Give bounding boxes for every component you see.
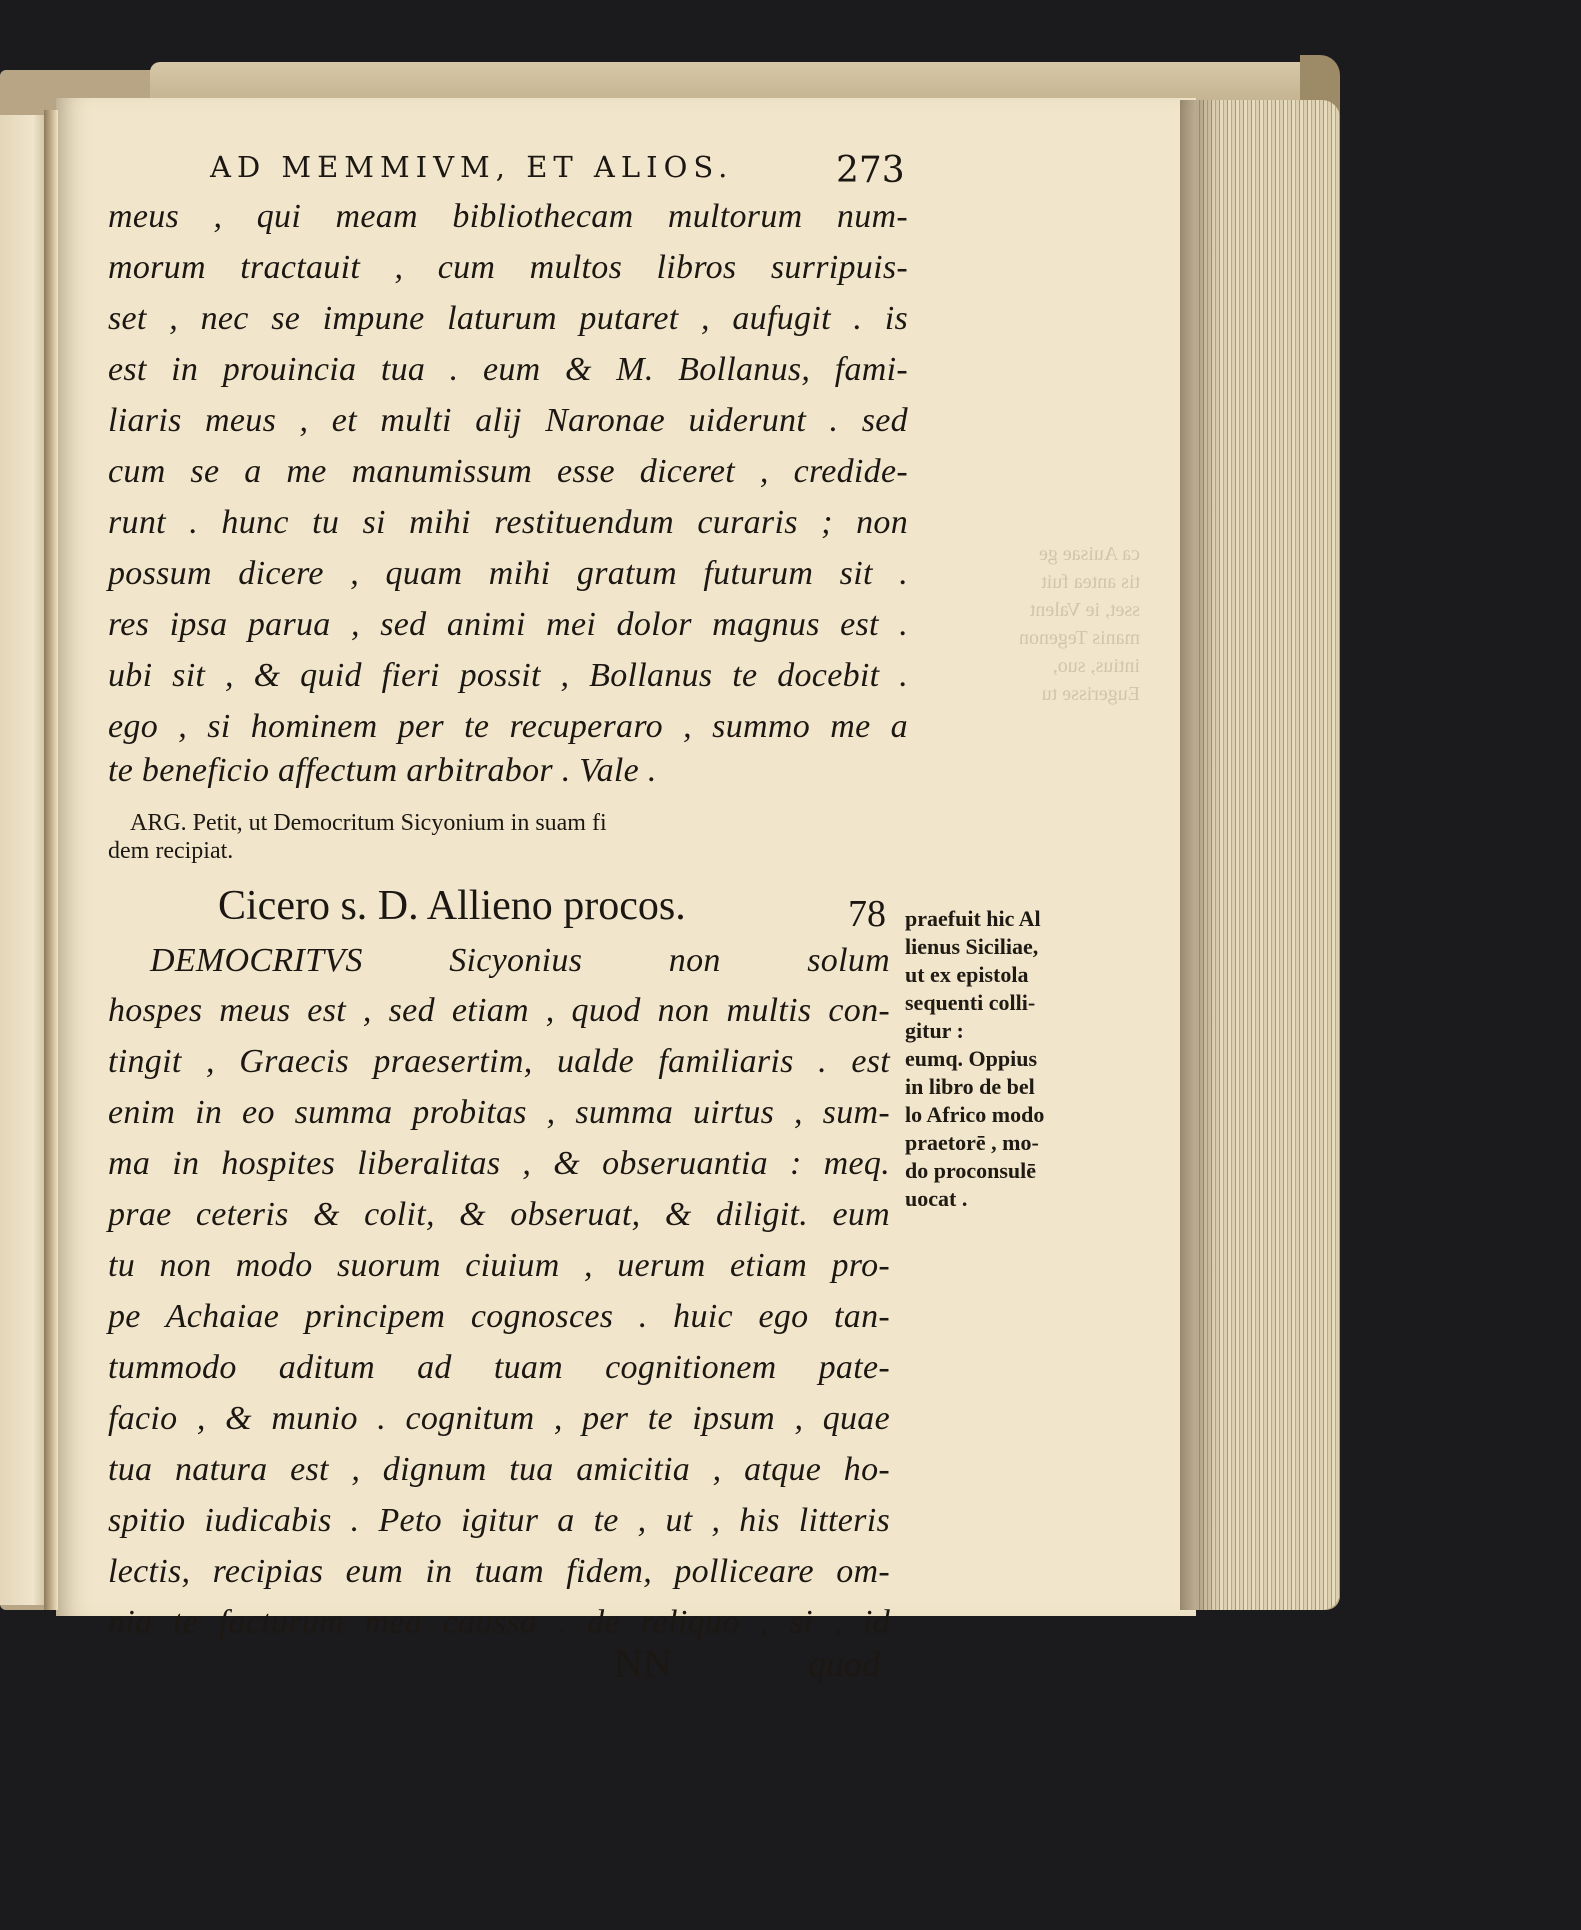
margin-note-line: eumq. Oppius	[905, 1046, 1038, 1071]
text-line: prae ceteris & colit, & obseruat, & diligit. eum	[108, 1196, 890, 1233]
text-line: tingit , Graecis praesertim, ualde familiaris . est	[108, 1043, 890, 1080]
text-line: res ipsa parua , sed animi mei dolor magnus est .	[108, 606, 908, 643]
text-line: meus , qui meam bibliothecam multorum num-	[108, 198, 908, 235]
margin-note-line: praetorē , mo-	[905, 1130, 1039, 1155]
bleed-line: ca Auisae ge	[1038, 543, 1140, 565]
letter-number: 78	[848, 893, 886, 935]
text-line: runt . hunc tu si mihi restituendum curaris ; non	[108, 504, 908, 541]
text-line-initial: DEMOCRITVS Sicyonius non solum	[150, 942, 890, 979]
margin-note-line: lo Africo modo	[905, 1102, 1045, 1127]
page-number: 273	[836, 150, 905, 191]
signature-mark: NN	[614, 1641, 672, 1686]
text-line: est in prouincia tua . eum & M. Bollanus, fami-	[108, 351, 908, 388]
margin-note-line: ut ex epistola	[905, 962, 1029, 987]
margin-note-line: sequenti colli-	[905, 990, 1036, 1015]
margin-note-line: uocat .	[905, 1186, 968, 1211]
text-line: spitio iudicabis . Peto igitur a te , ut , his litteris	[108, 1502, 890, 1539]
text-line: ego , si hominem per te recuperaro , summo me a	[108, 708, 908, 745]
argument-summary: ARG. Petit, ut Democritum Sicyonium in suam fi	[130, 810, 607, 836]
gutter	[44, 110, 58, 1610]
bleed-line: intius, suo,	[1052, 655, 1140, 677]
margin-note-line: lienus Siciliae,	[905, 934, 1039, 959]
text-line: set , nec se impune laturum putaret , aufugit . is	[108, 300, 908, 337]
catchword: quod	[808, 1644, 880, 1684]
margin-note-line: in libro de bel	[905, 1074, 1035, 1099]
text-line: pe Achaiae principem cognosces . huic ego tan-	[108, 1298, 890, 1335]
text-line: liaris meus , et multi alij Naronae uiderunt . sed	[108, 402, 908, 439]
margin-note-line: do proconsulē	[905, 1158, 1037, 1183]
bleed-through-text	[970, 540, 1140, 800]
margin-note-line: praefuit hic Al	[905, 906, 1041, 931]
text-line: hospes meus est , sed etiam , quod non multis con-	[108, 992, 890, 1029]
argument-summary-cont: dem recipiat.	[108, 838, 234, 864]
text-line: tua natura est , dignum tua amicitia , atque ho-	[108, 1451, 890, 1488]
text-line: ma in hospites liberalitas , & obseruantia : meq.	[108, 1145, 890, 1182]
letter-title: Cicero s. D. Allieno procos.	[218, 883, 686, 929]
text-line-closing: te beneficio affectum arbitrabor . Vale .	[108, 752, 657, 789]
bleed-line: manis Tegenon	[1019, 627, 1140, 649]
text-line: possum dicere , quam mihi gratum futurum sit .	[108, 555, 908, 592]
text-line: tummodo aditum ad tuam cognitionem pate-	[108, 1349, 890, 1386]
text-line: cum se a me manumissum esse diceret , credide-	[108, 453, 908, 490]
margin-note-line: gitur :	[905, 1018, 964, 1043]
text-line: facio , & munio . cognitum , per te ipsum , quae	[108, 1400, 890, 1437]
bleed-line: Eugerisse tu	[1041, 683, 1140, 705]
text-line: nia te facturum mea caussa . de reliquo , si , id	[108, 1604, 890, 1641]
text-line: enim in eo summa probitas , summa uirtus , sum-	[108, 1094, 890, 1131]
bleed-line: tis antea fuit	[1041, 571, 1140, 593]
text-line: tu non modo suorum ciuium , uerum etiam pro-	[108, 1247, 890, 1284]
bleed-line: sset, ie Valent	[1029, 599, 1140, 621]
fore-edge-shadow	[1180, 100, 1220, 1610]
text-line: ubi sit , & quid fieri possit , Bollanus te docebit .	[108, 657, 908, 694]
text-line: lectis, recipias eum in tuam fidem, polliceare om-	[108, 1553, 890, 1590]
running-head: AD MEMMIVM, ET ALIOS.	[210, 150, 734, 184]
text-line: morum tractauit , cum multos libros surripuis-	[108, 249, 908, 286]
